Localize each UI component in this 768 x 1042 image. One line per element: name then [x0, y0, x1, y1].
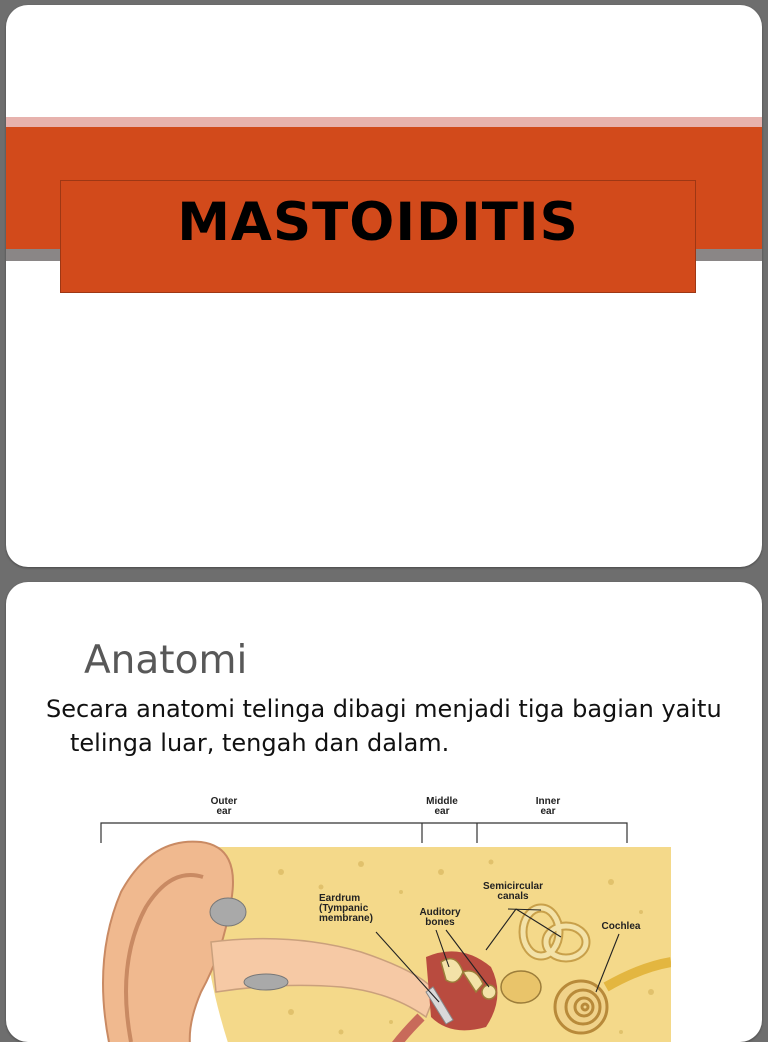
slide-body-text: Secara anatomi telinga dibagi menjadi tiga bagian yaitu telinga luar, tengah dan dalam. — [46, 695, 722, 757]
eardrum-label: Eardrum (Tympanic membrane) — [319, 893, 373, 924]
outer-ear-label: Outer ear — [210, 796, 238, 817]
cochlea-label: Cochlea — [601, 921, 641, 932]
slide-title: MASTOIDITIS — [177, 192, 579, 253]
slide-heading: Anatomi — [84, 638, 248, 683]
anatomy-slide — [6, 582, 762, 1042]
title-slide — [6, 5, 762, 567]
title-box — [60, 180, 696, 293]
semicircular-canals-label: Semicircular canals — [482, 881, 544, 902]
cochlea — [555, 981, 607, 1033]
accent-line — [6, 117, 762, 127]
region-brackets — [101, 823, 627, 843]
middle-ear-label: Middle ear — [426, 796, 458, 817]
ear-anatomy-figure — [91, 792, 671, 1042]
auditory-bones-label: Auditory bones — [419, 907, 461, 928]
vestibule — [501, 971, 541, 1003]
inner-ear-label: Inner ear — [535, 796, 561, 817]
